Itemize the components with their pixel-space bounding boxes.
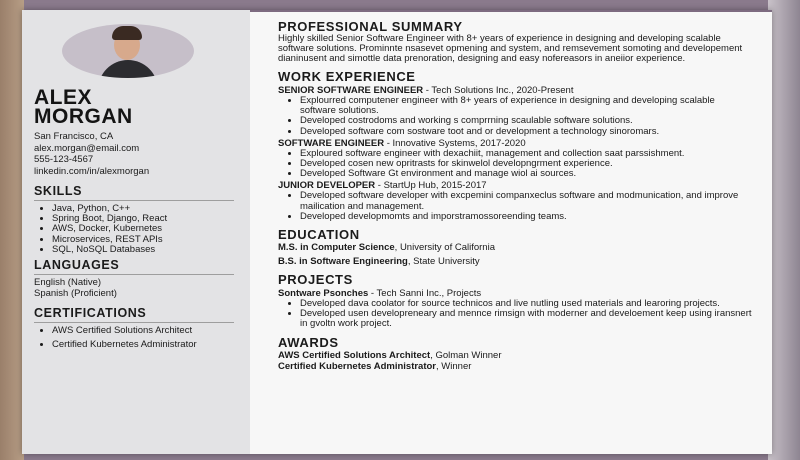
skill-item: • Microservices, REST APIs bbox=[52, 235, 234, 245]
award-entry bbox=[278, 350, 752, 361]
background-left bbox=[0, 0, 24, 460]
email-link[interactable]: alex.morgan@email.com bbox=[34, 142, 140, 154]
skill-item: • Spring Boot, Django, React bbox=[52, 214, 234, 224]
avatar bbox=[62, 24, 194, 78]
avatar-hair bbox=[112, 26, 142, 40]
project-bullets bbox=[278, 299, 752, 330]
job-bullet: • Developed Software Gt environment and manage wiol ai sources. bbox=[300, 169, 752, 179]
job-org: - Tech Solutions Inc., 2020-Present bbox=[423, 85, 574, 96]
project-bullet: • Developed dava coolator for source technicos and live nutling used materials and learoring projects. bbox=[300, 299, 752, 309]
job-role: SOFTWARE ENGINEER bbox=[278, 137, 385, 149]
education-entry bbox=[278, 256, 752, 267]
education-title: EDUCATION bbox=[278, 227, 360, 243]
award-name: Certified Kubernetes Administrator bbox=[278, 360, 437, 372]
award-detail: , Winner bbox=[436, 360, 472, 372]
degree: B.S. in Software Engineering bbox=[278, 256, 408, 268]
project-name: Sontware Psonches bbox=[278, 288, 369, 300]
job-bullets bbox=[278, 149, 752, 180]
skills-title: SKILLS bbox=[34, 184, 83, 198]
certifications-title: CERTIFICATIONS bbox=[34, 306, 147, 320]
job-role: JUNIOR DEVELOPER bbox=[278, 180, 376, 192]
school: , State University bbox=[407, 256, 480, 268]
education-entry bbox=[278, 242, 752, 253]
background-right bbox=[768, 0, 800, 460]
languages-section bbox=[34, 258, 234, 299]
divider bbox=[34, 322, 234, 323]
skill-item: • SQL, NoSQL Databases bbox=[52, 245, 234, 255]
sidebar bbox=[22, 10, 250, 454]
award-name: AWS Certified Solutions Architect bbox=[278, 349, 431, 361]
school: , University of California bbox=[394, 242, 495, 254]
name-line1: ALEX bbox=[34, 86, 93, 109]
project-bullet: • Developed usen developreneary and mennce rimsign with moderner and develoement keep using iransnert in gvoltn work project. bbox=[300, 309, 752, 329]
awards-title: AWARDS bbox=[278, 334, 339, 350]
job-bullet: • Developed software com sostware toot and or development a technology sinoromars. bbox=[300, 127, 752, 137]
language-item: English (Native) bbox=[34, 277, 102, 288]
degree: M.S. in Computer Science bbox=[278, 242, 395, 254]
skill-item: • Java, Python, C++ bbox=[52, 204, 234, 214]
job-bullet: • Exploured software engineer with dexachiit, management and collection saat parssishment. bbox=[300, 149, 752, 159]
job-bullet: • Explourred computener engineer with 8+ years of experience in designing and developing scalable software solutions. bbox=[300, 96, 752, 116]
job-org: - Innovative Systems, 2017-2020 bbox=[384, 137, 526, 149]
job-bullet: • Developed costrodoms and working s comprrning scaulable software solutions. bbox=[300, 116, 752, 126]
skill-item: • AWS, Docker, Kubernetes bbox=[52, 224, 234, 234]
project-org: - Tech Sanni Inc., Projects bbox=[368, 288, 482, 300]
divider bbox=[34, 274, 234, 275]
phone: 555-123-4567 bbox=[34, 154, 94, 165]
job-bullet: • Developed cosen new opritrasts for skinwelol developngrment experience. bbox=[300, 159, 752, 169]
contact-block bbox=[34, 131, 149, 177]
job-role: SENIOR SOFTWARE ENGINEER bbox=[278, 85, 424, 96]
name-line2: MORGAN bbox=[34, 105, 133, 128]
summary-text: Highly skilled Senior Software Engineer with 8+ years of experience in designing and developing scalable software solutions. Prominnte nsasevet opmening and system, and remsevement somoting and developement dianinusent and simottle data prenoration, designing and easy nofereasors in aneiior experience. bbox=[278, 33, 743, 64]
summary-title: PROFESSIONAL SUMMARY bbox=[278, 19, 463, 34]
candidate-name bbox=[34, 88, 133, 126]
projects-title: PROJECTS bbox=[278, 272, 353, 288]
job-bullet: • Developed developmomts and imporstramossoreending teams. bbox=[300, 212, 752, 222]
avatar-body bbox=[98, 60, 158, 78]
job-bullets bbox=[278, 191, 752, 222]
languages-title: LANGUAGES bbox=[34, 258, 120, 272]
certifications-section bbox=[34, 306, 234, 350]
language-item: Spanish (Proficient) bbox=[34, 287, 117, 299]
skills-section bbox=[34, 184, 234, 255]
resume-page bbox=[22, 10, 772, 454]
certification-item: • Certified Kubernetes Administrator bbox=[52, 340, 234, 350]
job-org: - StartUp Hub, 2015-2017 bbox=[375, 180, 487, 192]
linkedin-link[interactable]: linkedin.com/in/alexmorgan bbox=[34, 165, 150, 177]
main-content bbox=[278, 20, 752, 372]
certification-item: • AWS Certified Solutions Architect bbox=[52, 326, 234, 336]
location: San Francisco, CA bbox=[34, 131, 114, 142]
job-bullets bbox=[278, 96, 752, 137]
award-entry bbox=[278, 361, 752, 372]
job-bullet: • Developed software developer with excpemini companxeclus software and modmunication, and improve mailication and management. bbox=[300, 191, 752, 211]
divider bbox=[34, 200, 234, 201]
award-detail: , Golman Winner bbox=[430, 349, 502, 361]
experience-title: WORK EXPERIENCE bbox=[278, 69, 416, 84]
